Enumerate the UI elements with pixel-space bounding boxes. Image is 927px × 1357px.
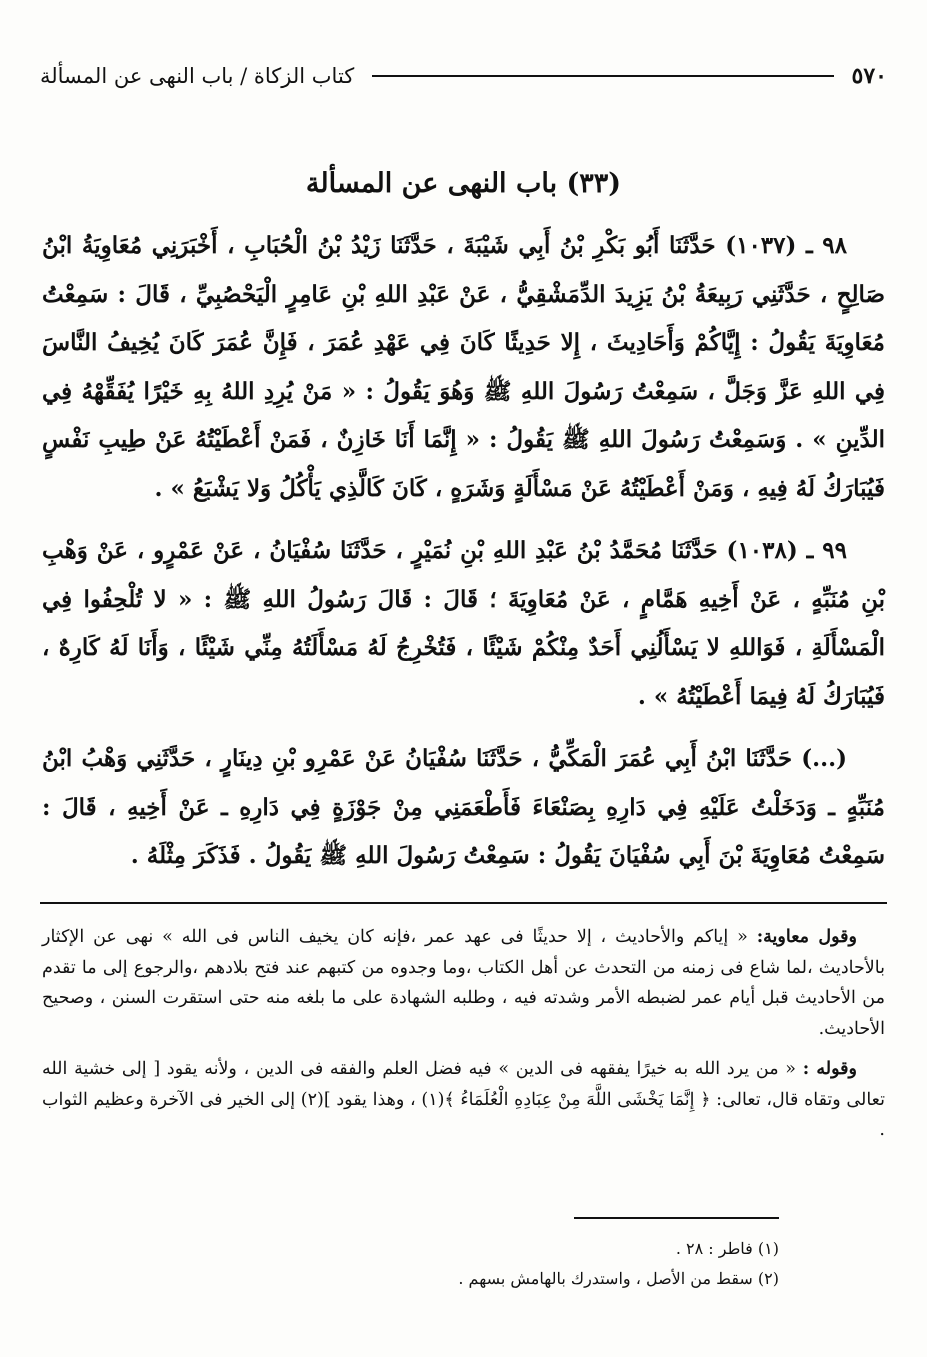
hadith-99: ٩٩ ـ (١٠٣٨) حَدَّثَنَا مُحَمَّدُ بْنُ عَبْدِ اللهِ بْنِ نُمَيْرٍ ، حَدَّثَنَا سُفْيَانُ ، عَنْ عَمْرٍو ، عَنْ وَهْبِ بْنِ مُنَبِّهٍ ، عَنْ أَخِيهِ هَمَّامٍ ، عَنْ مُعَاوِيَةَ ؛ قَالَ : قَالَ رَسُولُ اللهِ ﷺ : « لا تُلْحِفُوا فِي الْمَسْأَلَةِ ، فَوَاللهِ لا يَسْأَلُنِي أَحَدٌ مِنْكُمْ شَيْئًا ، فَتُخْرِجُ لَهُ مَسْأَلَتُهُ مِنِّي شَيْئًا ، وَأَنَا لَهُ كَارِهٌ ، فَيُبَارَكُ لَهُ فِيمَا أَعْطَيْتُهُ » . xyxy=(42,537,885,710)
page-number: ٥٧٠ xyxy=(851,63,887,89)
commentary-paragraph xyxy=(42,1054,885,1146)
hadith-text xyxy=(42,222,885,895)
hadith-98: ٩٨ ـ (١٠٣٧) حَدَّثَنَا أَبُو بَكْرِ بْنُ أَبِي شَيْبَةَ ، حَدَّثَنَا زَيْدُ بْنُ الْحُبَابِ ، أَخْبَرَنِي مُعَاوِيَةُ ابْنُ صَالِحٍ ، حَدَّثَنِي رَبِيعَةُ بْنُ يَزِيدَ الدِّمَشْقِيُّ ، عَنْ عَبْدِ اللهِ بْنِ عَامِرٍ الْيَحْصُبِيِّ ، قَالَ : سَمِعْتُ مُعَاوِيَةَ يَقُولُ : إِيَّاكُمْ وَأَحَادِيثَ ، إِلا حَدِيثًا كَانَ فِي عَهْدِ عُمَرَ ، فَإِنَّ عُمَرَ كَانَ يُخِيفُ النَّاسَ فِي اللهِ عَزَّ وَجَلَّ ، سَمِعْتُ رَسُولَ اللهِ ﷺ وَهُوَ يَقُولُ : « مَنْ يُرِدِ اللهُ بِهِ خَيْرًا يُفَقِّهْهُ فِي الدِّينِ » . وَسَمِعْتُ رَسُولَ اللهِ ﷺ يَقُولُ : « إِنَّمَا أَنَا خَازِنٌ ، فَمَنْ أَعْطَيْتُهُ عَنْ طِيبِ نَفْسٍ فَيُبَارَكُ لَهُ فِيهِ ، وَمَنْ أَعْطَيْتُهُ عَنْ مَسْأَلَةٍ وَشَرَهٍ ، كَانَ كَالَّذِي يَأْكُلُ وَلا يَشْبَعُ » . xyxy=(42,232,885,502)
commentary-separator xyxy=(40,902,887,904)
footnote-separator xyxy=(574,1217,779,1219)
commentary-lead: وقوله : xyxy=(802,1059,857,1079)
hadith-99-variant: (...) حَدَّثَنَا ابْنُ أَبِي عُمَرَ الْمَكِّيُّ ، حَدَّثَنَا سُفْيَانُ عَنْ عَمْرِو بْنِ دِينَارٍ ، حَدَّثَنِي وَهْبُ ابْنُ مُنَبِّهٍ ـ وَدَخَلْتُ عَلَيْهِ فِي دَارِهِ بِصَنْعَاءَ فَأَطْعَمَنِي مِنْ جَوْزَةٍ فِي دَارِهِ ـ عَنْ أَخِيهِ ، قَالَ : سَمِعْتُ مُعَاوِيَةَ بْنَ أَبِي سُفْيَانَ يَقُولُ : سَمِعْتُ رَسُولَ اللهِ ﷺ يَقُولُ . فَذَكَرَ مِثْلَهُ . xyxy=(42,745,885,869)
header-title: كتاب الزكاة / باب النهى عن المسألة xyxy=(40,64,355,88)
chapter-title: (٣٣) باب النهى عن المسألة xyxy=(305,168,622,199)
commentary-text: « من يرد الله به خيرًا يفقهه فى الدين » فيه فضل العلم والفقه فى الدين ، ولأنه يقود [ إلى خشية الله تعالى وتقاه قال، تعالى: ﴿ إِنَّمَا يَخْشَى اللَّهَ مِنْ عِبَادِهِ الْعُلَمَاءُ ﴾(١) ، وهذا يقود ](٢) إلى الخير فى الآخرة وعظيم الثواب . xyxy=(42,1059,885,1140)
commentary-lead: وقول معاوية: xyxy=(756,927,857,947)
footnotes xyxy=(42,1234,779,1294)
commentary xyxy=(42,922,885,1156)
running-header xyxy=(40,58,887,94)
footnote-1: (١) فاطر : ٢٨ . xyxy=(675,1239,779,1258)
footnote-2: (٢) سقط من الأصل ، واستدرك بالهامش بسهم . xyxy=(458,1269,779,1288)
commentary-paragraph xyxy=(42,922,885,1044)
commentary-text: « إياكم والأحاديث ، إلا حديثًا فى عهد عمر ،فإنه كان يخيف الناس فى الله » نهى عن الإكثار بالأحاديث ،لما شاع فى زمنه من التحدث عن أهل الكتاب ،وما وجدوه من كتبهم عند فتح بلادهم ،والرجوع إلى ما تقدم من الأحاديث قبل أيام عمر لضبطه الأمر وشدته فيه ، وطلبه الشهادة على ما بلغه منه حتى استقرت السنن ، وصحيح الأحاديث. xyxy=(42,927,885,1039)
header-rule xyxy=(372,75,833,77)
